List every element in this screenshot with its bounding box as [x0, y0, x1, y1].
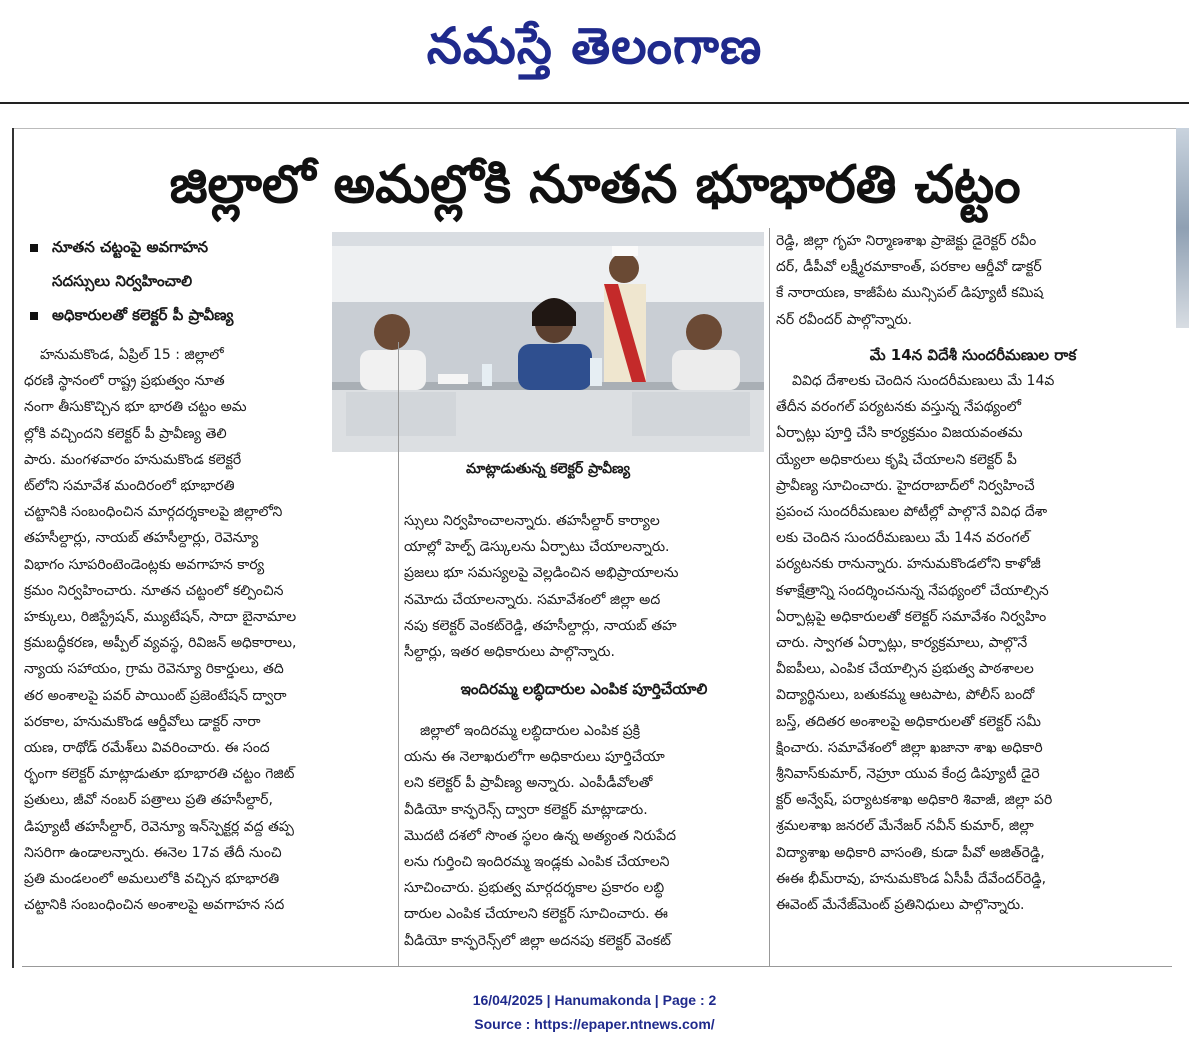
body-text-line: ఈఈ భీమ్‌రావు, హనుమకొండ ఏసీపీ దేవేందర్‌రెడ్డి,: [776, 870, 1047, 887]
body-text-line: దర్, డీపీవో లక్ష్మీరమాకాంత్, పరకాల ఆర్డీవో డాక్టర్: [776, 259, 1042, 276]
column-divider: [769, 228, 770, 966]
body-text-line: హక్కులు, రిజిస్ట్రేషన్, మ్యుటేషన్, సాదా బైనామాల: [24, 609, 297, 626]
clip-border-left: [12, 128, 14, 968]
body-text-line: క్షించారు. సమావేశంలో జిల్లా ఖజానా శాఖ అధికారి: [776, 739, 1043, 756]
body-text-line: సీల్దార్లు, ఇతర అధికారులు పాల్గొన్నారు.: [404, 644, 615, 661]
subheading: ఇందిరమ్మ లబ్ధిదారుల ఎంపిక పూర్తిచేయాలి: [460, 680, 708, 698]
body-text-line: యాల్లో హెల్ప్ డెస్కులను ఏర్పాటు చేయాలన్నారు.: [404, 539, 670, 556]
body-text-line: డిప్యూటీ తహసీల్దార్, రెవెన్యూ ఇన్‌స్పెక్టర్ల వద్ద తప్ప: [24, 818, 294, 835]
body-text-line: యణ, రాథోడ్ రమేశ్‌లు వివరించారు. ఈ సంద: [24, 740, 270, 757]
body-text-line: కే నారాయణ, కాజీపేట మున్సిపల్ డిప్యూటీ కమిష: [776, 285, 1044, 302]
body-text-line: తేదీన వరంగల్ పర్యటనకు వస్తున్న నేపథ్యంలో: [776, 399, 1022, 416]
body-text-line: ఏర్పాట్లు పూర్తి చేసి కార్యక్రమం విజయవంతమ: [776, 425, 1023, 442]
subheading: మే 14న విదేశీ సుందరీమణుల రాక: [869, 346, 1077, 364]
clip-border-bottom: [22, 966, 1172, 967]
body-text-line: లను గుర్తించి ఇందిరమ్మ ఇండ్లకు ఎంపిక చేయాలని: [404, 854, 670, 871]
body-text-line: క్రమం నిర్వహించారు. నూతన చట్టంలో కల్పించిన: [24, 582, 284, 599]
adjacent-clip-edge: [1176, 128, 1189, 328]
body-text-line: తర అంశాలపై పవర్ పాయింట్ ప్రజెంటేషన్ ద్వారా: [24, 687, 287, 704]
highlight-text-continued: సదస్సులు నిర్వహించాలి: [52, 272, 193, 290]
body-text-line: రెడ్డి, జిల్లా గృహ నిర్మాణశాఖ ప్రాజెక్టు డైరెక్టర్ రవీం: [776, 233, 1037, 249]
bullet-square-icon: [30, 244, 38, 252]
footer-source-link[interactable]: Source : https://epaper.ntnews.com/: [474, 1016, 715, 1032]
body-text-line: వీఐపీలు, ఎంపిక చేయాల్సిన ప్రభుత్వ పాఠశాలల: [776, 661, 1034, 678]
body-text-line: ప్రజలు భూ సమస్యలపై వెల్లడించిన అభిప్రాయాలను: [404, 565, 679, 582]
body-text-line: విభాగం సూపరింటెండెంట్లకు అవగాహన కార్య: [24, 556, 265, 573]
body-text-line: ప్రావీణ్య సూచించారు. హైదరాబాద్‌లో నిర్వహించే: [776, 477, 1035, 494]
body-text-line: ల్లోకి వచ్చిందని కలెక్టర్ పీ ప్రావీణ్య తెలి: [24, 425, 227, 442]
body-text-line: ఈవెంట్ మేనేజ్‌మెంట్ ప్రతినిధులు పాల్గొన్నారు.: [776, 897, 1025, 914]
article-column-1: [24, 342, 396, 918]
body-text-line: ప్రపంచ సుందరీమణుల పోటీల్లో పాల్గొనే వివిధ దేశా: [776, 504, 1048, 521]
body-text-line: శ్రమలశాఖ జనరల్ మేనేజర్ నవీన్ కుమార్, జిల్లా: [776, 818, 1034, 835]
highlight-text: అధికారులతో కలెక్టర్ పీ ప్రావీణ్య: [52, 306, 234, 324]
body-text-line: నిసరిగా ఉండాలన్నారు. ఈనెల 17వ తేదీ నుంచి: [24, 844, 282, 861]
body-text-line: వివిధ దేశాలకు చెందిన సుందరీమణులు మే 14వ: [792, 373, 1055, 389]
photo-caption: మాట్లాడుతున్న కలెక్టర్ ప్రావీణ్య: [465, 461, 631, 477]
body-text-line: లని కలెక్టర్ పీ ప్రావీణ్య అన్నారు. ఎంపీడీవోలతో: [404, 775, 653, 792]
article-column-3: [776, 228, 1170, 333]
body-text-line: నపు కలెక్టర్ వెంకట్‌రెడ్డి, తహసీల్దార్లు, నాయబ్ తహ: [404, 617, 677, 634]
body-text-line: ఏర్పాట్లపై అధికారులతో కలెక్టర్ సమావేశం నిర్వహిం: [776, 608, 1047, 625]
body-text-line: పారు. మంగళవారం హనుమకొండ కలెక్టరే: [24, 451, 242, 468]
body-text-line: జిల్లాలో ఇందిరమ్మ లబ్ధిదారుల ఎంపిక ప్రక్రి: [420, 723, 641, 739]
body-text-line: బస్త్, తదితర అంశాలపై అధికారులతో కలెక్టర్ సమీ: [776, 713, 1041, 730]
body-text-line: ప్రతి మండలంలో అమలులోకి వచ్చిన భూభారతి: [24, 871, 280, 888]
column-divider: [398, 342, 399, 966]
body-text-line: స్సులు నిర్వహించాలన్నారు. తహసీల్దార్ కార్యాల: [404, 513, 660, 529]
body-text-line: చట్టానికి సంబంధించిన మార్గదర్శకాలపై జిల్లాలోని: [24, 504, 283, 521]
body-text-line: య్యేలా అధికారులు కృషి చేయాలని కలెక్టర్ పీ: [776, 451, 1017, 468]
highlight-text: నూతన చట్టంపై అవగాహన: [52, 238, 209, 256]
body-text-line: ప్రతులు, జీవో నంబర్ పత్రాలు ప్రతి తహసీల్దార్,: [24, 792, 273, 809]
article-column-3-continued: [776, 368, 1170, 918]
body-text-line: ట్‌లోని సమావేశ మందిరంలో భూభారతి: [24, 478, 235, 495]
body-text-line: తహసీల్దార్లు, నాయబ్ తహసీల్దార్లు, రెవెన్యూ: [24, 530, 259, 547]
body-text-line: లకు చెందిన సుందరీమణులు మే 14న వరంగల్: [776, 530, 1030, 547]
body-text-line: విద్యాశాఖ అధికారి వాసంతి, కుడా పీవో అజిత్‌రెడ్డి,: [776, 844, 1045, 861]
body-text-line: శ్రీనివాస్‌కుమార్, నెహ్రూ యువ కేంద్ర డిప్యూటీ డైరె: [776, 766, 1040, 783]
body-text-line: నర్ రవీందర్ పాల్గొన్నారు.: [776, 311, 913, 328]
body-text-line: ధరణి స్థానంలో రాష్ట్ర ప్రభుత్వం నూత: [24, 373, 225, 390]
body-text-line: క్రమబద్ధీకరణ, అప్పీల్ వ్యవస్థ, రివిజన్ అధికారాలు,: [24, 635, 297, 652]
body-text-line: చట్టానికి సంబంధించిన అంశాలపై అవగాహన సద: [24, 897, 285, 914]
masthead: [0, 0, 1189, 100]
body-text-line: చారు. స్వాగత ఏర్పాట్లు, కార్యక్రమాలు, పాల్గొనే: [776, 635, 1028, 652]
body-text-line: నమోదు చేయాలన్నారు. సమావేశంలో జిల్లా అద: [404, 591, 661, 608]
masthead-logo: నమస్తే తెలంగాణ: [426, 17, 763, 75]
news-photo: [332, 232, 764, 452]
headline: జిల్లాలో అమల్లోకి నూతన భూభారతి చట్టం: [169, 155, 1021, 215]
body-text-line: పరకాల, హనుమకొండ ఆర్డీవోలు డాక్టర్ నారా: [24, 713, 261, 730]
body-text-line: సూచించారు. ప్రభుత్వ మార్గదర్శకాల ప్రకారం లబ్ధి: [404, 880, 665, 897]
article-column-2-continued: [404, 718, 764, 954]
body-text-line: వీడియో కాన్ఫరెన్స్‌లో జిల్లా అదనపు కలెక్టర్ వెంకట్: [404, 932, 671, 949]
clip-border-top: [12, 128, 1180, 129]
body-text-line: కళాక్షేత్రాన్ని సందర్శించనున్న నేపథ్యంలో చేయాల్సిన: [776, 582, 1049, 599]
body-text-line: క్టర్ అన్వేష్, పర్యాటకశాఖ అధికారి శివాజీ, జిల్లా పరి: [776, 792, 1053, 809]
body-text-line: న్యాయ సహాయం, గ్రామ రెవెన్యూ రికార్డులు, తది: [24, 661, 284, 678]
body-text-line: మొదటి దశలో సొంత స్థలం ఉన్న అత్యంత నిరుపేద: [404, 827, 677, 844]
masthead-divider: [0, 102, 1189, 104]
body-text-line: పర్యటనకు రానున్నారు. హనుమకొండలోని కాళోజీ: [776, 556, 1041, 573]
body-text-line: యను ఈ నెలాఖరులోగా అధికారులు పూర్తిచేయా: [404, 749, 665, 766]
meeting-photo-illustration: [332, 232, 764, 452]
body-text-line: హనుమకొండ, ఏప్రిల్ 15 : జిల్లాలో: [40, 347, 224, 363]
body-text-line: దారుల ఎంపిక చేయాలని కలెక్టర్ సూచించారు. ఈ: [404, 906, 668, 923]
bullet-square-icon: [30, 312, 38, 320]
article-column-2: [404, 508, 764, 665]
body-text-line: విద్యార్థినులు, బతుకమ్మ ఆటపాట, పోలీస్ బందో: [776, 687, 1035, 704]
body-text-line: ర్భంగా కలెక్టర్ మాట్లాడుతూ భూభారతి చట్టం గెజిట్: [24, 766, 295, 783]
footer-edition-info: 16/04/2025 | Hanumakonda | Page : 2: [472, 992, 717, 1008]
body-text-line: నంగా తీసుకొచ్చిన భూ భారతి చట్టం అమ: [24, 399, 247, 416]
body-text-line: వీడియో కాన్ఫరెన్స్ ద్వారా కలెక్టర్ మాట్లాడారు.: [404, 801, 648, 818]
